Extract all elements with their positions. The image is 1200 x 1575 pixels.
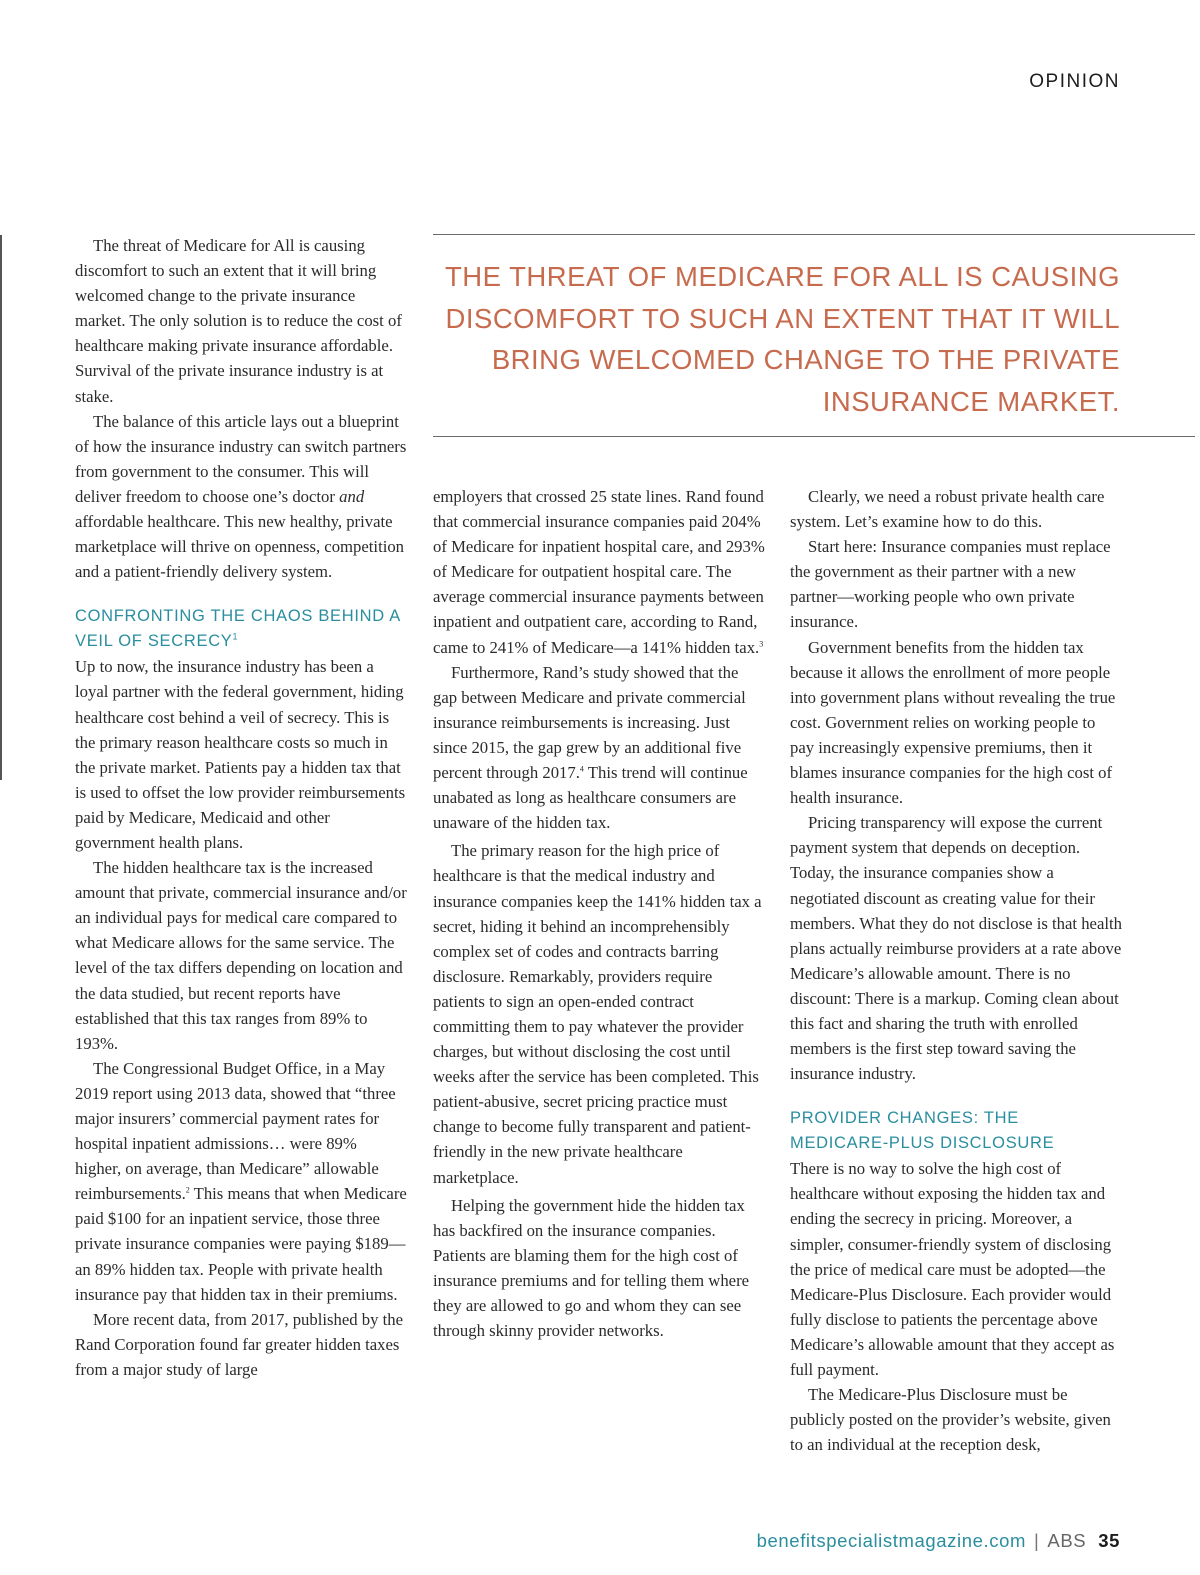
page-footer — [757, 1530, 1120, 1552]
body-paragraph: Clearly, we need a robust private health care system. Let’s examine how to do this. — [790, 487, 1105, 532]
footer-website: benefitspecialistmagazine.com — [756, 1530, 1026, 1551]
body-paragraph: The Congressional Budget Office, in a May 2019 report using 2013 data, showed that “three major insurers’ commercial payment rates for hospital inpatient admissions… were 89% higher, on average, than Medicare” allowable reimbursements.$^2$ This means that when Medicare paid $100 for an inpatient service, those three private insurance companies were paying $189—an 89% hidden tax. People with private health insurance pay that hidden tax in their premiums. — [75, 1058, 407, 1304]
footnote-ref: 1 — [232, 631, 239, 642]
footer-separator: | — [1033, 1530, 1040, 1551]
body-paragraph-start: More recent data, from 2017, published by the Rand Corporation found far greater hidden taxes from a major study of large — [75, 1309, 404, 1379]
section-label: OPINION — [1029, 71, 1120, 92]
article-column-2 — [433, 484, 765, 1343]
footer-publication: ABS — [1047, 1530, 1087, 1551]
body-paragraph: There is no way to solve the high cost of healthcare without exposing the hidden tax and ending the secrecy in pricing. Moreover, a simpler, consumer-friendly system of disclosing the price of medical care must be adopted—the Medicare-Plus Disclosure. Each provider would fully disclose to patients the percentage above Medicare’s allowable amount that they accept as full payment. — [790, 1159, 1115, 1379]
article-column-3 — [790, 484, 1122, 1457]
pullquote-text: THE THREAT OF MEDICARE FOR ALL IS CAUSING DISCOMFORT TO SUCH AN EXTENT THAT IT WILL BRING WELCOMED CHANGE TO THE PRIVATE INSURANCE MARKET. — [444, 261, 1120, 417]
body-paragraph: The balance of this article lays out a blueprint of how the insurance industry can switch partners from government to the consumer. This will deliver freedom to choose one’s doctor and affordable healthcare. This new healthy, private marketplace will thrive on openness, competition and a patient-friendly delivery system. — [75, 411, 407, 582]
body-paragraph: The Medicare-Plus Disclosure must be publicly posted on the provider’s website, given to an individual at the reception desk, — [790, 1385, 1111, 1455]
body-paragraph: The primary reason for the high price of healthcare is that the medical industry and insurance companies keep the 141% hidden tax a secret, hiding it behind an incomprehensibly complex set of codes and contracts barring disclosure. Remarkably, providers require patients to sign an open-ended contract committing them to pay whatever the provider charges, but without disclosing the cost until weeks after the service has been completed. This patient-abusive, secret pricing practice must change to become fully transparent and patient-friendly in the new private healthcare marketplace. — [433, 841, 762, 1187]
left-margin-rule — [0, 235, 2, 780]
section-heading: CONFRONTING THE CHAOS BEHIND A VEIL OF SECRECY$^1$ — [75, 607, 401, 651]
body-paragraph: Government benefits from the hidden tax because it allows the enrollment of more people into government plans without revealing the true cost. Government relies on working people to pay increasingly expensive premiums, then it blames insurance companies for the high cost of health insurance. — [790, 637, 1116, 808]
section-heading: PROVIDER CHANGES: THE MEDICARE-PLUS DISCLOSURE — [790, 1109, 1055, 1153]
pullquote-box — [433, 234, 1195, 437]
body-paragraph: The threat of Medicare for All is causing discomfort to such an extent that it will bring welcomed change to the private insurance market. The only solution is to reduce the cost of healthcare making private insurance affordable. Survival of the private insurance industry is at stake. — [75, 236, 402, 406]
body-paragraph: Furthermore, Rand’s study showed that the gap between Medicare and private commercial insurance reimbursements is increasing. Just since 2015, the gap grew by an additional five percent through 2017.$^4$ This trend will continue unabated as long as healthcare consumers are unaware of the hidden tax. — [433, 662, 748, 833]
footnote-ref: 3 — [759, 639, 764, 648]
body-paragraph: Pricing transparency will expose the current payment system that depends on deception. Today, the insurance companies show a negotiated discount as creating value for their members. What they do not disclose is that health plans actually reimburse providers at a rate above Medicare’s allowable amount. There is no discount: There is a markup. Coming clean about this fact and sharing the truth with enrolled members is the first step toward saving the insurance industry. — [790, 813, 1122, 1084]
footnote-ref: 2 — [185, 1185, 190, 1195]
body-paragraph: The hidden healthcare tax is the increased amount that private, commercial insurance and/or an individual pays for medical care compared to what Medicare allows for the same service. The level of the tax differs depending on location and the data studied, but recent reports have established that this tax ranges from 89% to 193%. — [75, 858, 407, 1053]
page-number: 35 — [1098, 1530, 1120, 1551]
body-paragraph: Helping the government hide the hidden tax has backfired on the insurance companies. Patients are blaming them for the high cost of insurance premiums and for telling them where they are allowed to go and whom they can see through skinny provider networks. — [433, 1195, 750, 1341]
body-paragraph: Up to now, the insurance industry has been a loyal partner with the federal government, hiding healthcare cost behind a veil of secrecy. This is the primary reason healthcare costs so much in the private market. Patients pay a hidden tax that is used to offset the low provider reimbursements paid by Medicare, Medicaid and other government health plans. — [75, 657, 406, 852]
article-column-1 — [75, 233, 407, 1382]
body-paragraph: Start here: Insurance companies must replace the government as their partner with a new partner—working people who own private insurance. — [790, 537, 1111, 632]
footnote-ref: 4 — [579, 764, 584, 774]
body-paragraph-continued: employers that crossed 25 state lines. Rand found that commercial insurance companies paid 204% of Medicare for inpatient hospital care, and 293% of Medicare for outpatient hospital care. The average commercial insurance payments between inpatient and outpatient care, according to Rand, came to 241% of Medicare—a 141% hidden tax.$^3$ — [433, 487, 765, 657]
